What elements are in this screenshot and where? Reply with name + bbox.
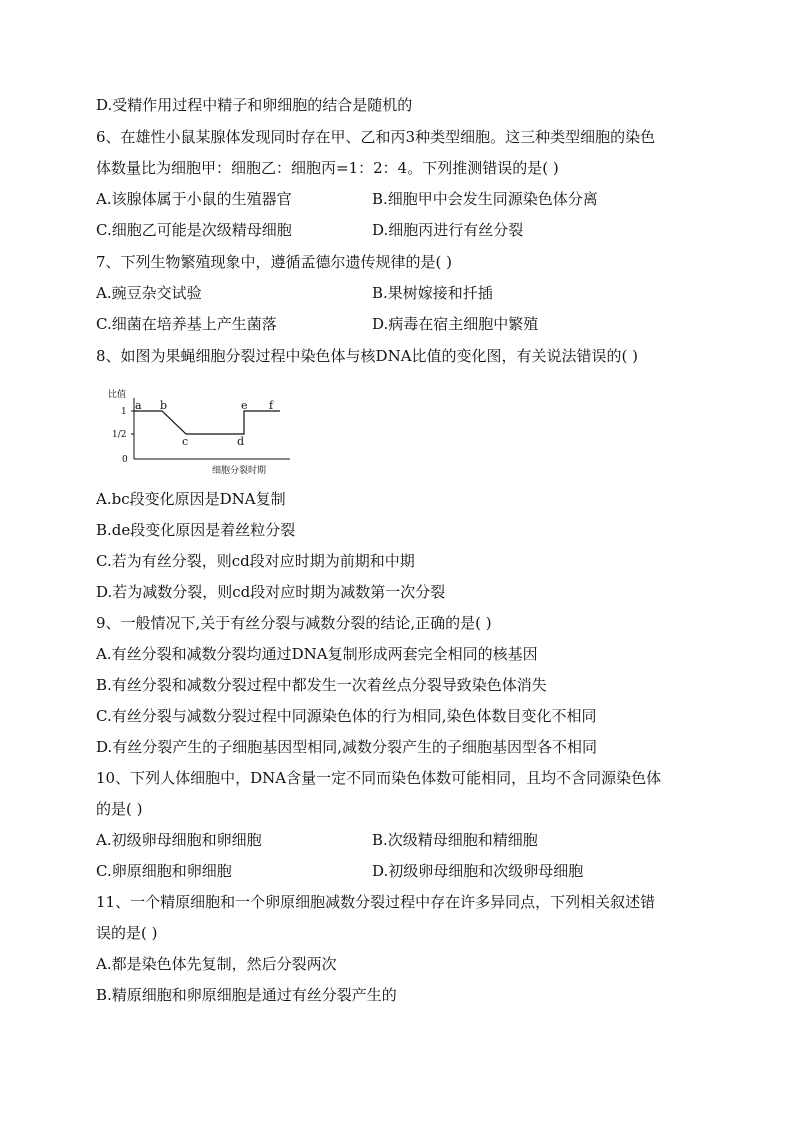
q8-option-c: C.若为有丝分裂，则cd段对应时期为前期和中期 [96, 552, 415, 570]
q11-stem-line-2: 误的是( ) [96, 924, 158, 942]
q8-option-d: D.若为减数分裂，则cd段对应时期为减数第一次分裂 [96, 583, 446, 601]
q8-option-a: A.bc段变化原因是DNA复制 [96, 490, 286, 508]
q9-option-b: B.有丝分裂和减数分裂过程中都发生一次着丝点分裂导致染色体消失 [96, 676, 547, 694]
q7-option-c: C.细菌在培养基上产生菌落 [96, 315, 277, 333]
q6-option-a: A.该腺体属于小鼠的生殖器官 [96, 190, 292, 208]
point-c: c [182, 435, 189, 448]
q5-option-d: D.受精作用过程中精子和卵细胞的结合是随机的 [96, 96, 413, 114]
y-axis-label: 比值 [108, 390, 127, 400]
q10-stem-line-2: 的是( ) [96, 800, 143, 818]
q6-option-c: C.细胞乙可能是次级精母细胞 [96, 221, 292, 239]
x-axis-label: 细胞分裂时期 [212, 466, 267, 476]
q8-stem: 8、如图为果蝇细胞分裂过程中染色体与核DNA比值的变化图，有关说法错误的( ) [96, 347, 639, 365]
y-tick-1: 1 [121, 407, 127, 417]
ratio-curve [134, 411, 280, 434]
point-e: e [241, 399, 248, 412]
point-a: a [135, 399, 142, 412]
q9-stem: 9、一般情况下,关于有丝分裂与减数分裂的结论,正确的是( ) [96, 614, 492, 632]
q6-stem-line-2: 体数量比为细胞甲：细胞乙：细胞丙=1：2：4。下列推测错误的是( ) [96, 159, 559, 177]
q9-option-c: C.有丝分裂与减数分裂过程中同源染色体的行为相同,染色体数目变化不相同 [96, 707, 597, 725]
q7-option-b: B.果树嫁接和扦插 [372, 284, 493, 302]
q8-ratio-figure [104, 386, 294, 482]
point-b: b [160, 399, 168, 412]
q10-option-d: D.初级卵母细胞和次级卵母细胞 [372, 862, 584, 880]
q6-option-b: B.细胞甲中会发生同源染色体分离 [372, 190, 598, 208]
q11-stem-line-1: 11、一个精原细胞和一个卵原细胞减数分裂过程中存在许多异同点，下列相关叙述错 [96, 893, 656, 911]
point-d: d [237, 435, 245, 448]
q7-option-a: A.豌豆杂交试验 [96, 284, 202, 302]
q8-figure-svg [104, 386, 294, 478]
y-tick-half: 1/2 [112, 430, 127, 440]
q8-option-b: B.de段变化原因是着丝粒分裂 [96, 521, 296, 539]
q10-stem-line-1: 10、下列人体细胞中，DNA含量一定不同而染色体数可能相同，且均不含同源染色体 [96, 769, 662, 787]
q6-option-d: D.细胞丙进行有丝分裂 [372, 221, 524, 239]
q10-option-b: B.次级精母细胞和精细胞 [372, 831, 538, 849]
q11-option-b: B.精原细胞和卵原细胞是通过有丝分裂产生的 [96, 986, 397, 1004]
q6-stem-line-1: 6、在雄性小鼠某腺体发现同时存在甲、乙和丙3种类型细胞。这三种类型细胞的染色 [96, 128, 656, 146]
q9-option-d: D.有丝分裂产生的子细胞基因型相同,减数分裂产生的子细胞基因型各不相同 [96, 738, 598, 756]
q10-option-c: C.卵原细胞和卵细胞 [96, 862, 232, 880]
q9-option-a: A.有丝分裂和减数分裂均通过DNA复制形成两套完全相同的核基因 [96, 645, 538, 663]
point-f: f [269, 399, 274, 412]
q10-option-a: A.初级卵母细胞和卵细胞 [96, 831, 262, 849]
q7-option-d: D.病毒在宿主细胞中繁殖 [372, 315, 539, 333]
y-tick-0: 0 [122, 455, 128, 465]
q11-option-a: A.都是染色体先复制，然后分裂两次 [96, 955, 337, 973]
q7-stem: 7、下列生物繁殖现象中，遵循孟德尔遗传规律的是( ) [96, 253, 453, 271]
